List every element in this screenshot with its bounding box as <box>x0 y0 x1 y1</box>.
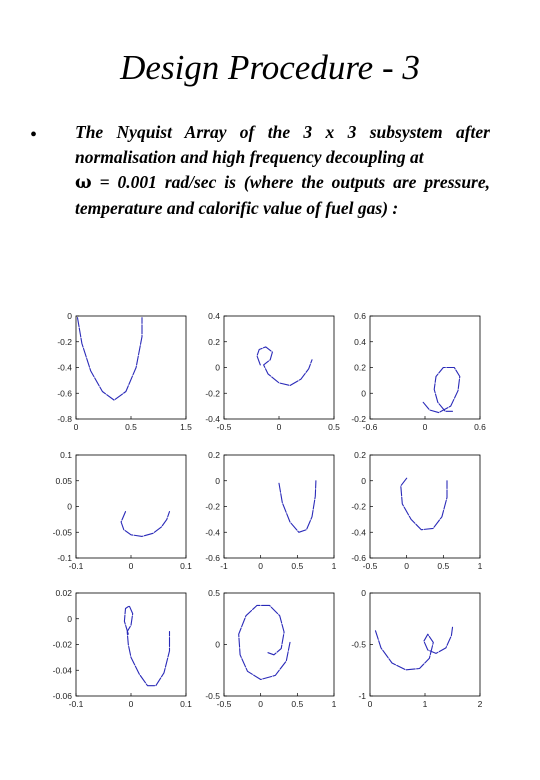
y-tick-label: 0 <box>215 639 220 650</box>
plot-frame <box>76 316 186 419</box>
plot-frame <box>370 316 480 419</box>
omega-symbol: ω <box>75 173 92 193</box>
plot-panel-3-1 <box>53 588 193 709</box>
y-tick-label: -1 <box>358 691 366 701</box>
bullet-text-part2: = 0.001 rad/sec is (where the outputs are pressure, temperature and calorific value of fuel gas) : <box>75 172 491 218</box>
plot-panel-3-3 <box>351 588 482 709</box>
y-tick-label: 0 <box>215 475 220 486</box>
x-tick-label: -0.1 <box>68 699 84 709</box>
bullet-text-part1: The Nyquist Array of the 3 x 3 subsystem after normalisation and high frequency decoupling at <box>75 122 490 167</box>
y-tick-label: -0.4 <box>205 414 220 424</box>
y-tick-label: -0.2 <box>351 414 366 424</box>
x-tick-label: 0.5 <box>291 561 304 571</box>
y-tick-label: 0.2 <box>208 450 220 460</box>
x-tick-label: -0.5 <box>216 422 232 432</box>
x-tick-label: -0.5 <box>362 561 378 571</box>
plot-frame <box>224 593 334 696</box>
y-tick-label: -0.6 <box>205 553 220 563</box>
y-tick-label: 0.6 <box>354 311 366 321</box>
plot-frame <box>76 455 186 558</box>
x-tick-label: 0 <box>367 699 373 709</box>
x-tick-label: 0 <box>422 422 428 432</box>
y-tick-label: -0.02 <box>52 639 72 650</box>
y-tick-label: -0.6 <box>351 553 366 563</box>
y-tick-label: -0.04 <box>52 665 72 676</box>
y-tick-label: 0.5 <box>208 588 220 598</box>
y-tick-label: -0.05 <box>52 527 72 538</box>
plot-frame <box>224 316 334 419</box>
y-tick-label: -0.5 <box>205 691 220 701</box>
y-tick-label: 0.2 <box>354 450 366 460</box>
x-tick-label: 0.1 <box>180 561 192 571</box>
x-tick-label: 0 <box>404 561 410 571</box>
y-tick-label: 0.4 <box>208 311 220 321</box>
x-tick-label: -0.5 <box>216 699 232 709</box>
y-tick-label: 0 <box>361 475 366 486</box>
x-tick-label: 1 <box>477 561 483 571</box>
y-tick-label: 0 <box>67 311 72 321</box>
x-tick-label: 0.5 <box>125 422 137 432</box>
x-tick-label: 0 <box>128 699 134 709</box>
plot-frame <box>224 455 334 558</box>
x-tick-label: 0.6 <box>474 422 486 432</box>
x-tick-label: 2 <box>477 699 483 709</box>
x-tick-label: 0 <box>128 561 134 571</box>
x-tick-label: 1.5 <box>180 422 192 432</box>
y-tick-label: 0.1 <box>60 450 72 460</box>
y-tick-label: 0.4 <box>354 336 366 347</box>
x-tick-label: -0.1 <box>68 561 84 571</box>
slide-title: Design Procedure - 3 <box>120 48 420 87</box>
nyquist-curve <box>121 512 169 537</box>
plot-panel-1-2 <box>205 311 340 432</box>
nyquist-curve <box>78 318 143 400</box>
nyquist-curve <box>376 627 453 670</box>
y-tick-label: -0.8 <box>57 414 72 424</box>
y-tick-label: 0.05 <box>55 475 72 486</box>
y-tick-label: -0.4 <box>351 527 366 538</box>
y-tick-label: 0 <box>361 388 366 399</box>
plot-panel-3-2 <box>205 588 336 709</box>
x-tick-label: -0.6 <box>362 422 378 432</box>
x-tick-label: 0.5 <box>291 699 304 709</box>
y-tick-label: 0 <box>67 613 72 624</box>
nyquist-curve <box>257 347 312 386</box>
y-tick-label: -0.2 <box>351 501 366 512</box>
y-tick-label: 0 <box>215 362 220 373</box>
x-tick-label: 1 <box>422 699 428 709</box>
y-tick-label: 0 <box>67 501 72 512</box>
plot-panel-1-3 <box>351 311 486 432</box>
y-tick-label: -0.2 <box>205 388 220 399</box>
plot-panel-2-3 <box>351 450 482 571</box>
nyquist-curve <box>279 481 316 533</box>
nyquist-curve <box>423 368 460 413</box>
plot-panel-2-1 <box>53 450 193 571</box>
x-tick-label: 0 <box>276 422 282 432</box>
y-tick-label: -0.6 <box>57 388 72 399</box>
y-tick-label: 0.2 <box>354 362 366 373</box>
y-tick-label: 0.02 <box>55 588 72 598</box>
plot-panel-2-2 <box>205 450 336 571</box>
y-tick-label: -0.4 <box>205 527 220 538</box>
y-tick-label: 0 <box>361 588 366 598</box>
y-tick-label: -0.5 <box>351 639 366 650</box>
nyquist-curve <box>239 605 290 679</box>
x-tick-label: 0 <box>258 561 264 571</box>
x-tick-label: 0.1 <box>180 699 192 709</box>
nyquist-curve <box>124 606 169 686</box>
x-tick-label: 0 <box>73 422 79 432</box>
x-tick-label: 0.5 <box>437 561 450 571</box>
y-tick-label: -0.1 <box>57 553 72 563</box>
y-tick-label: -0.2 <box>57 336 72 347</box>
bullet-marker: • <box>30 124 38 146</box>
x-tick-label: 0 <box>258 699 264 709</box>
x-tick-label: -1 <box>220 561 228 571</box>
plot-frame <box>370 455 480 558</box>
x-tick-label: 1 <box>331 561 337 571</box>
y-tick-label: 0.2 <box>208 336 220 347</box>
x-tick-label: 1 <box>331 699 337 709</box>
y-tick-label: -0.2 <box>205 501 220 512</box>
x-tick-label: 0.5 <box>328 422 340 432</box>
y-tick-label: -0.06 <box>52 691 72 701</box>
nyquist-curve <box>401 478 447 530</box>
y-tick-label: -0.4 <box>57 362 72 373</box>
plot-panel-1-1 <box>57 311 192 432</box>
